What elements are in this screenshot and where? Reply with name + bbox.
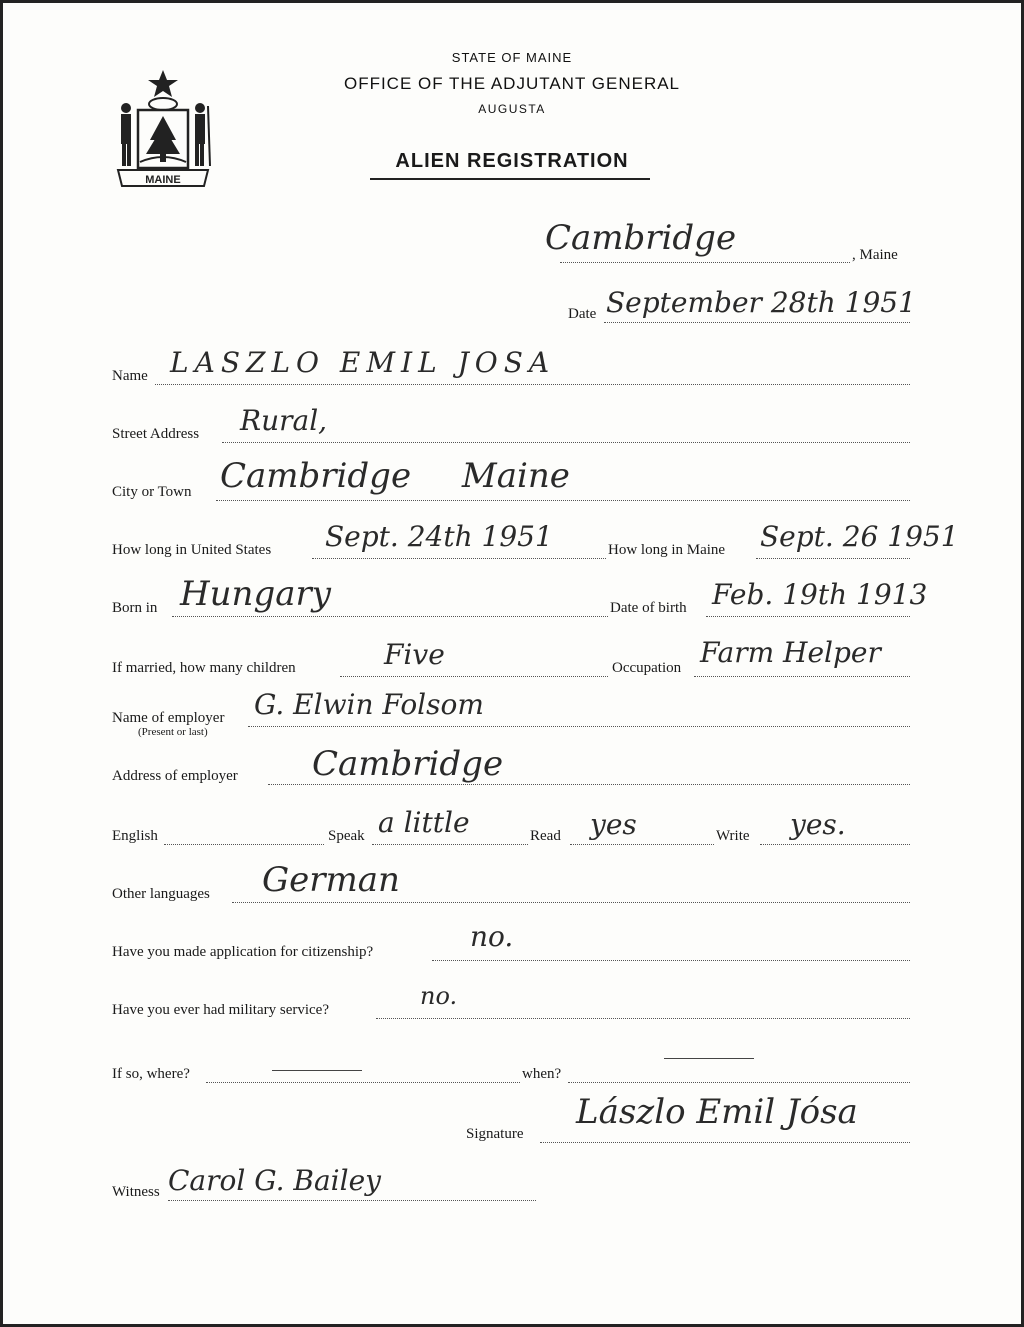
maine-time-label: How long in Maine: [608, 542, 726, 558]
name-value: LASZLO EMIL JOSA: [170, 346, 556, 379]
born-in-value: Hungary: [180, 574, 331, 614]
header-office: OFFICE OF THE ADJUTANT GENERAL: [343, 74, 681, 93]
witness-line: [168, 1200, 536, 1201]
other-languages-line: [232, 902, 910, 903]
other-languages-value: German: [262, 860, 400, 900]
header-state: STATE OF MAINE: [451, 50, 573, 65]
children-line: [340, 676, 608, 677]
military-label: Have you ever had military service?: [112, 1002, 329, 1018]
where-line: [206, 1082, 520, 1083]
employer-label: Name of employer: [112, 710, 225, 726]
employer-line: [248, 726, 910, 727]
maine-time-line: [756, 558, 910, 559]
employer-value: G. Elwin Folsom: [254, 688, 484, 721]
born-in-line: [172, 616, 608, 617]
read-value: yes: [590, 808, 637, 841]
us-time-value: Sept. 24th 1951: [325, 520, 553, 553]
signature-line: [540, 1142, 910, 1143]
location-value: Cambridge: [545, 218, 737, 258]
write-label: Write: [716, 828, 750, 844]
street-line: [222, 442, 910, 443]
city-line: [216, 500, 910, 501]
seal-label: MAINE: [145, 174, 181, 186]
date-label: Date: [568, 306, 597, 322]
form-title: ALIEN REGISTRATION: [395, 150, 629, 172]
occupation-label: Occupation: [612, 660, 682, 676]
born-in-label: Born in: [112, 600, 158, 616]
maine-time-value: Sept. 26 1951: [760, 520, 959, 553]
citizenship-label: Have you made application for citizenship?: [112, 944, 374, 960]
employer-address-value: Cambridge: [312, 744, 504, 784]
english-label: English: [112, 828, 158, 844]
when-line: [568, 1082, 910, 1083]
witness-label: Witness: [112, 1184, 160, 1200]
date-line: [604, 322, 910, 323]
when-label: when?: [522, 1066, 562, 1082]
name-line: [155, 384, 910, 385]
speak-line: [372, 844, 528, 845]
english-line: [164, 844, 324, 845]
read-line: [570, 844, 714, 845]
location-line: [560, 262, 850, 263]
name-label: Name: [112, 368, 148, 384]
children-value: Five: [384, 638, 445, 671]
signature-label: Signature: [466, 1126, 524, 1142]
military-value: no.: [420, 982, 458, 1010]
write-value: yes.: [790, 808, 846, 841]
when-dash: [664, 1058, 754, 1059]
occupation-line: [694, 676, 910, 677]
occupation-value: Farm Helper: [700, 636, 881, 669]
where-label: If so, where?: [112, 1066, 190, 1082]
street-label: Street Address: [112, 426, 200, 442]
title-underline: [370, 178, 650, 180]
witness-value: Carol G. Bailey: [168, 1164, 381, 1197]
header-city: AUGUSTA: [478, 102, 546, 116]
dob-line: [706, 616, 910, 617]
speak-label: Speak: [328, 828, 365, 844]
employer-address-label: Address of employer: [112, 768, 238, 784]
signature-value: Lászlo Emil Jósa: [576, 1092, 858, 1132]
location-suffix: , Maine: [852, 247, 898, 263]
other-languages-label: Other languages: [112, 886, 210, 902]
us-time-line: [312, 558, 606, 559]
military-line: [376, 1018, 910, 1019]
citizenship-value: no.: [470, 920, 514, 953]
us-time-label: How long in United States: [112, 542, 272, 558]
read-label: Read: [530, 828, 561, 844]
citizenship-line: [432, 960, 910, 961]
city-label: City or Town: [112, 484, 192, 500]
employer-sublabel: (Present or last): [138, 726, 208, 738]
speak-value: a little: [378, 806, 470, 839]
where-dash: [272, 1070, 362, 1071]
city-value: Cambridge Maine: [220, 456, 570, 496]
dob-value: Feb. 19th 1913: [712, 578, 928, 611]
employer-address-line: [268, 784, 910, 785]
children-label: If married, how many children: [112, 660, 296, 676]
write-line: [760, 844, 910, 845]
dob-label: Date of birth: [610, 600, 687, 616]
street-value: Rural,: [240, 404, 328, 437]
date-value: September 28th 1951: [606, 286, 916, 319]
